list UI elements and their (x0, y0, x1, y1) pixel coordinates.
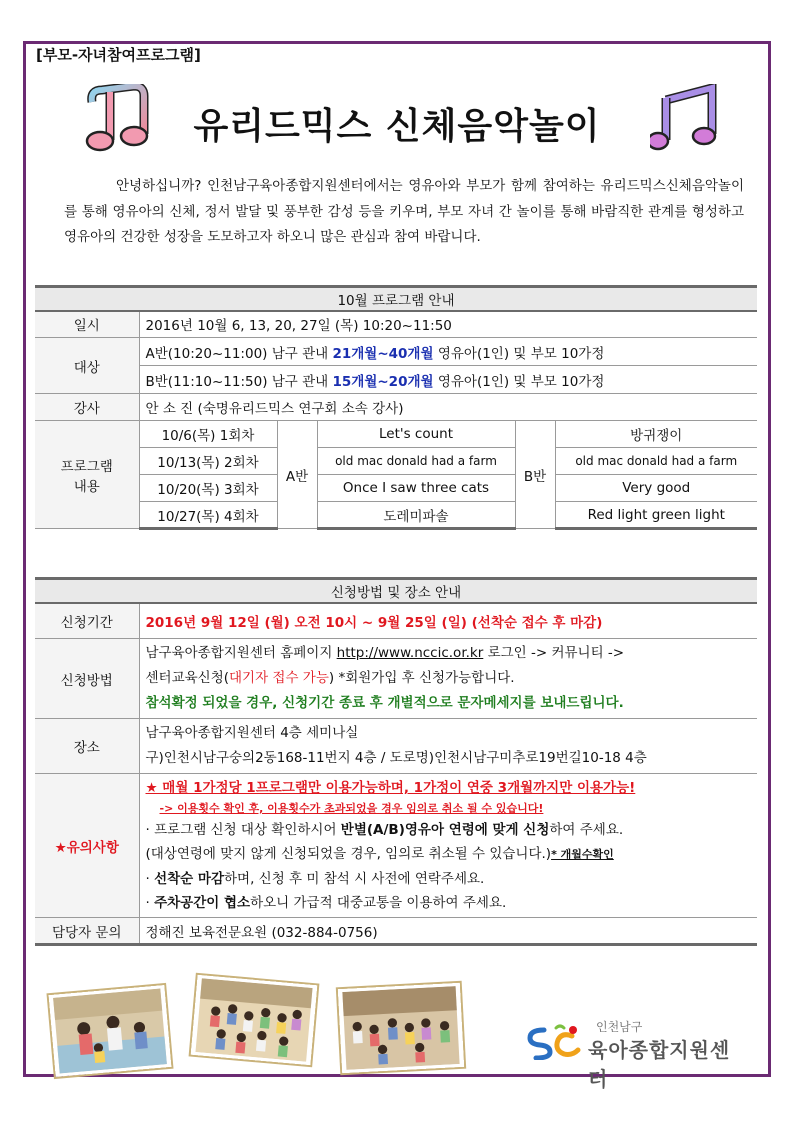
class-a-label: A반 (277, 421, 317, 529)
target-b: B반(11:10~11:50) 남구 관내 15개월~20개월 영유아(1인) 및 부모 10가정 (139, 366, 757, 394)
note-first-come: · 선착순 마감하며, 신청 후 미 참석 시 사전에 연락주세요. (145, 871, 485, 887)
method-label: 신청방법 (35, 639, 139, 719)
place-label: 장소 (35, 719, 139, 774)
session-a-title: Once I saw three cats (317, 475, 515, 502)
program-table (35, 285, 757, 530)
period-value: 2016년 9월 12일 (월) 오전 10시 ~ 9월 25일 (일) (선착순 접수 후 마감) (139, 603, 757, 639)
session-a-title: 도레미파솔 (317, 502, 515, 529)
homepage-link[interactable]: http://www.nccic.or.kr (336, 645, 484, 661)
period-label: 신청기간 (35, 603, 139, 639)
center-logo-icon (526, 1024, 584, 1060)
place-value: 남구육아종합지원센터 4층 세미나실 구)인천시남구숭의2동168-11번지 4층 / 도로명)인천시남구미추로19번길10-18 4층 (139, 719, 757, 774)
teacher-label: 강사 (35, 394, 139, 421)
logo-small-text: 인천남구 (596, 1020, 643, 1034)
center-logo (526, 1018, 746, 1091)
class-photo-2 (191, 975, 318, 1065)
note-cancel: -> 이용횟수 확인 후, 이용횟수가 초과되었을 경우 임의로 취소 될 수 있습니다! (159, 802, 544, 815)
note-age-mismatch: (대상연령에 맞지 않게 신청되었을 경우, 임의로 취소될 수 있습니다.)* 개월수확인 (145, 846, 614, 862)
session-a-title: Let's count (317, 421, 515, 448)
notes-label: ★유의사항 (35, 774, 139, 918)
class-b-label: B반 (515, 421, 555, 529)
session-b-title: Red light green light (555, 502, 757, 529)
music-note-right-icon (650, 84, 722, 154)
session-date: 10/6(목) 1회차 (139, 421, 277, 448)
session-b-title: Very good (555, 475, 757, 502)
content-label: 프로그램 내용 (35, 421, 139, 529)
note-limit: ★ 매월 1가정당 1프로그램만 이용가능하며, 1가정이 연중 3개월까지만 이용가능! (145, 780, 636, 796)
method-confirm-note: 참석확정 되었을 경우, 신청기간 종료 후 개별적으로 문자메세지를 보내드립니다. (145, 695, 624, 711)
intro-paragraph (64, 174, 744, 251)
session-a-title: old mac donald had a farm (317, 448, 515, 475)
session-b-title: 방귀쟁이 (555, 421, 757, 448)
note-parking: · 주차공간이 협소하오니 가급적 대중교통을 이용하여 주세요. (145, 895, 507, 911)
session-date: 10/27(목) 4회차 (139, 502, 277, 529)
method-value: 남구육아종합지원센터 홈페이지 http://www.nccic.or.kr 로그인 -> 커뮤니티 -> 센터교육신청(대기자 접수 가능) *회원가입 후 신청가능합니다. 참석확정 되었을 경우, 신청기간 종료 후 개별적으로 문자메세지를 보내드립니다. (139, 639, 757, 719)
date-value: 2016년 10월 6, 13, 20, 27일 (목) 10:20~11:50 (139, 311, 757, 338)
notes-value (139, 774, 757, 918)
target-a: A반(10:20~11:00) 남구 관내 21개월~40개월 영유아(1인) 및 부모 10가정 (139, 338, 757, 366)
title-row (0, 84, 794, 162)
class-photo-1 (49, 985, 172, 1077)
contact-label: 담당자 문의 (35, 918, 139, 945)
intro-text: 안녕하십니까? 인천남구육아종합지원센터에서는 영유아와 부모가 함께 참여하는 유리드믹스신체음악놀이를 통해 영유아의 신체, 정서 발달 및 풍부한 감성 등을 키우며, 부모 자녀 간 놀이를 통해 바람직한 관계를 형성하고 영유아의 건강한 성장을 도모하고자 하오니 많은 관심과 참여 바랍니다. (64, 178, 744, 245)
session-date: 10/20(목) 3회차 (139, 475, 277, 502)
logo-large-text: 육아종합지원센터 (588, 1038, 731, 1091)
date-label: 일시 (35, 311, 139, 338)
application-table (35, 577, 757, 946)
apply-heading: 신청방법 및 장소 안내 (35, 579, 757, 603)
page-title: 유리드믹스 신체음악놀이 (193, 106, 601, 147)
teacher-value: 안 소 진 (숙명유리드믹스 연구회 소속 강사) (139, 394, 757, 421)
program-category-tag: [부모-자녀참여프로그램] (36, 46, 201, 64)
session-b-title: old mac donald had a farm (555, 448, 757, 475)
contact-value: 정해진 보육전문요원 (032-884-0756) (139, 918, 757, 945)
program-heading: 10월 프로그램 안내 (35, 287, 757, 311)
session-date: 10/13(목) 2회차 (139, 448, 277, 475)
class-photo-3 (338, 983, 464, 1073)
note-target-check: · 프로그램 신청 대상 확인하시어 반별(A/B)영유아 연령에 맞게 신청하여 주세요. (145, 822, 624, 838)
target-label: 대상 (35, 338, 139, 394)
